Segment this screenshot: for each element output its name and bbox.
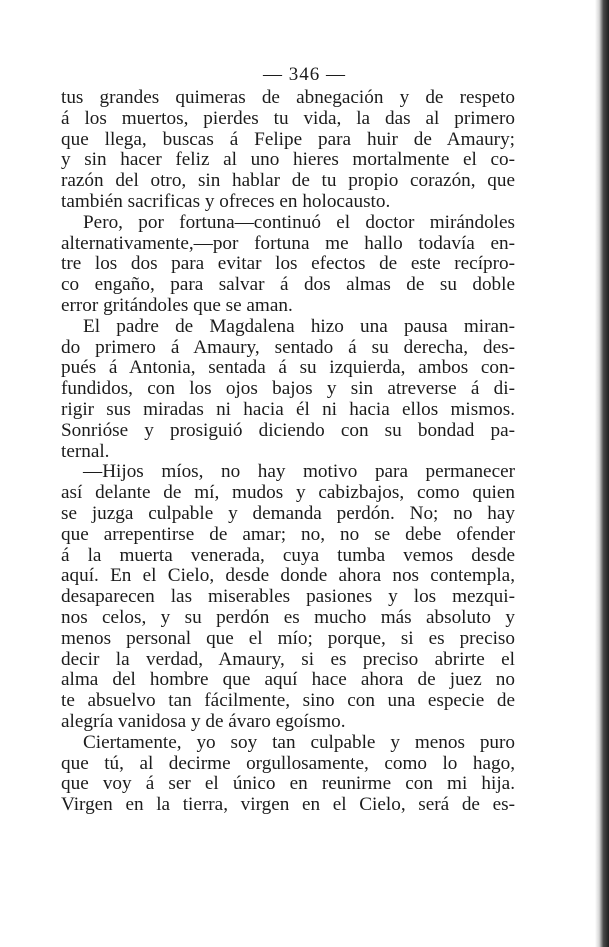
text-line: te absuelvo tan fácilmente, sino con una especie de [61,690,515,712]
text-line: Ciertamente, yo soy tan culpable y menos puro [83,731,515,753]
text-line: alma del hombre que aquí hace ahora de juez no [61,669,515,691]
text-line: tus grandes quimeras de abnegación y de respeto [61,87,515,108]
text-line: ternal. [61,440,110,462]
text-line: razón del otro, sin hablar de tu propio corazón, que [61,170,515,192]
text-line: que llega, buscas á Felipe para huir de Amaury; [61,128,515,150]
page-number: — 346 — [263,64,346,85]
text-line: se juzga culpable y demanda perdón. No; no hay [61,502,515,524]
body-text [61,88,515,816]
text-line: aquí. En el Cielo, desde donde ahora nos contempla, [61,565,515,587]
text-line: alternativamente,—por fortuna me hallo todavía en- [61,232,515,254]
text-line: que tú, al decirme orgullosamente, como lo hago, [61,752,515,774]
text-line: menos personal que el mío; porque, si es preciso [61,627,515,649]
text-line: Sonrióse y prosiguió diciendo con su bondad pa- [61,419,515,441]
text-line: do primero á Amaury, sentado á su derecha, des- [61,336,515,358]
text-line: error gritándoles que se aman. [61,294,293,316]
text-line: Pero, por fortuna—continuó el doctor mirándoles [83,211,515,233]
text-line: decir la verdad, Amaury, si es preciso abrirte el [61,648,515,670]
text-line: fundidos, con los ojos bajos y sin atreverse á di- [61,378,515,400]
text-line: tre los dos para evitar los efectos de este recípro- [61,253,515,275]
text-line: alegría vanidosa y de ávaro egoísmo. [61,710,346,732]
text-line: á la muerta venerada, cuya tumba vemos desde [61,544,515,566]
text-line: así delante de mí, mudos y cabizbajos, como quien [61,482,515,504]
text-line: y sin hacer feliz al uno hieres mortalmente el co- [61,149,515,171]
text-line: pués á Antonia, sentada á su izquierda, ambos con- [61,357,515,379]
text-line: también sacrificas y ofreces en holocausto. [61,190,391,212]
text-line: nos celos, y su perdón es mucho más absoluto y [61,606,515,628]
text-line: co engaño, para salvar á dos almas de su doble [61,274,515,296]
text-line: á los muertos, pierdes tu vida, la das al primero [61,107,515,129]
scan-edge-shadow [595,0,609,947]
text-line: que voy á ser el único en reunirme con mi hija. [61,773,515,795]
text-line: rigir sus miradas ni hacia él ni hacia ellos mismos. [61,398,515,420]
text-line: El padre de Magdalena hizo una pausa miran- [83,315,515,337]
text-line: Virgen en la tierra, virgen en el Cielo, será de es- [61,794,515,816]
text-line: que arrepentirse de amar; no, no se debe ofender [61,523,515,545]
text-line: —Hijos míos, no hay motivo para permanecer [83,461,515,483]
text-line: desaparecen las miserables pasiones y los mezqui- [61,586,515,608]
